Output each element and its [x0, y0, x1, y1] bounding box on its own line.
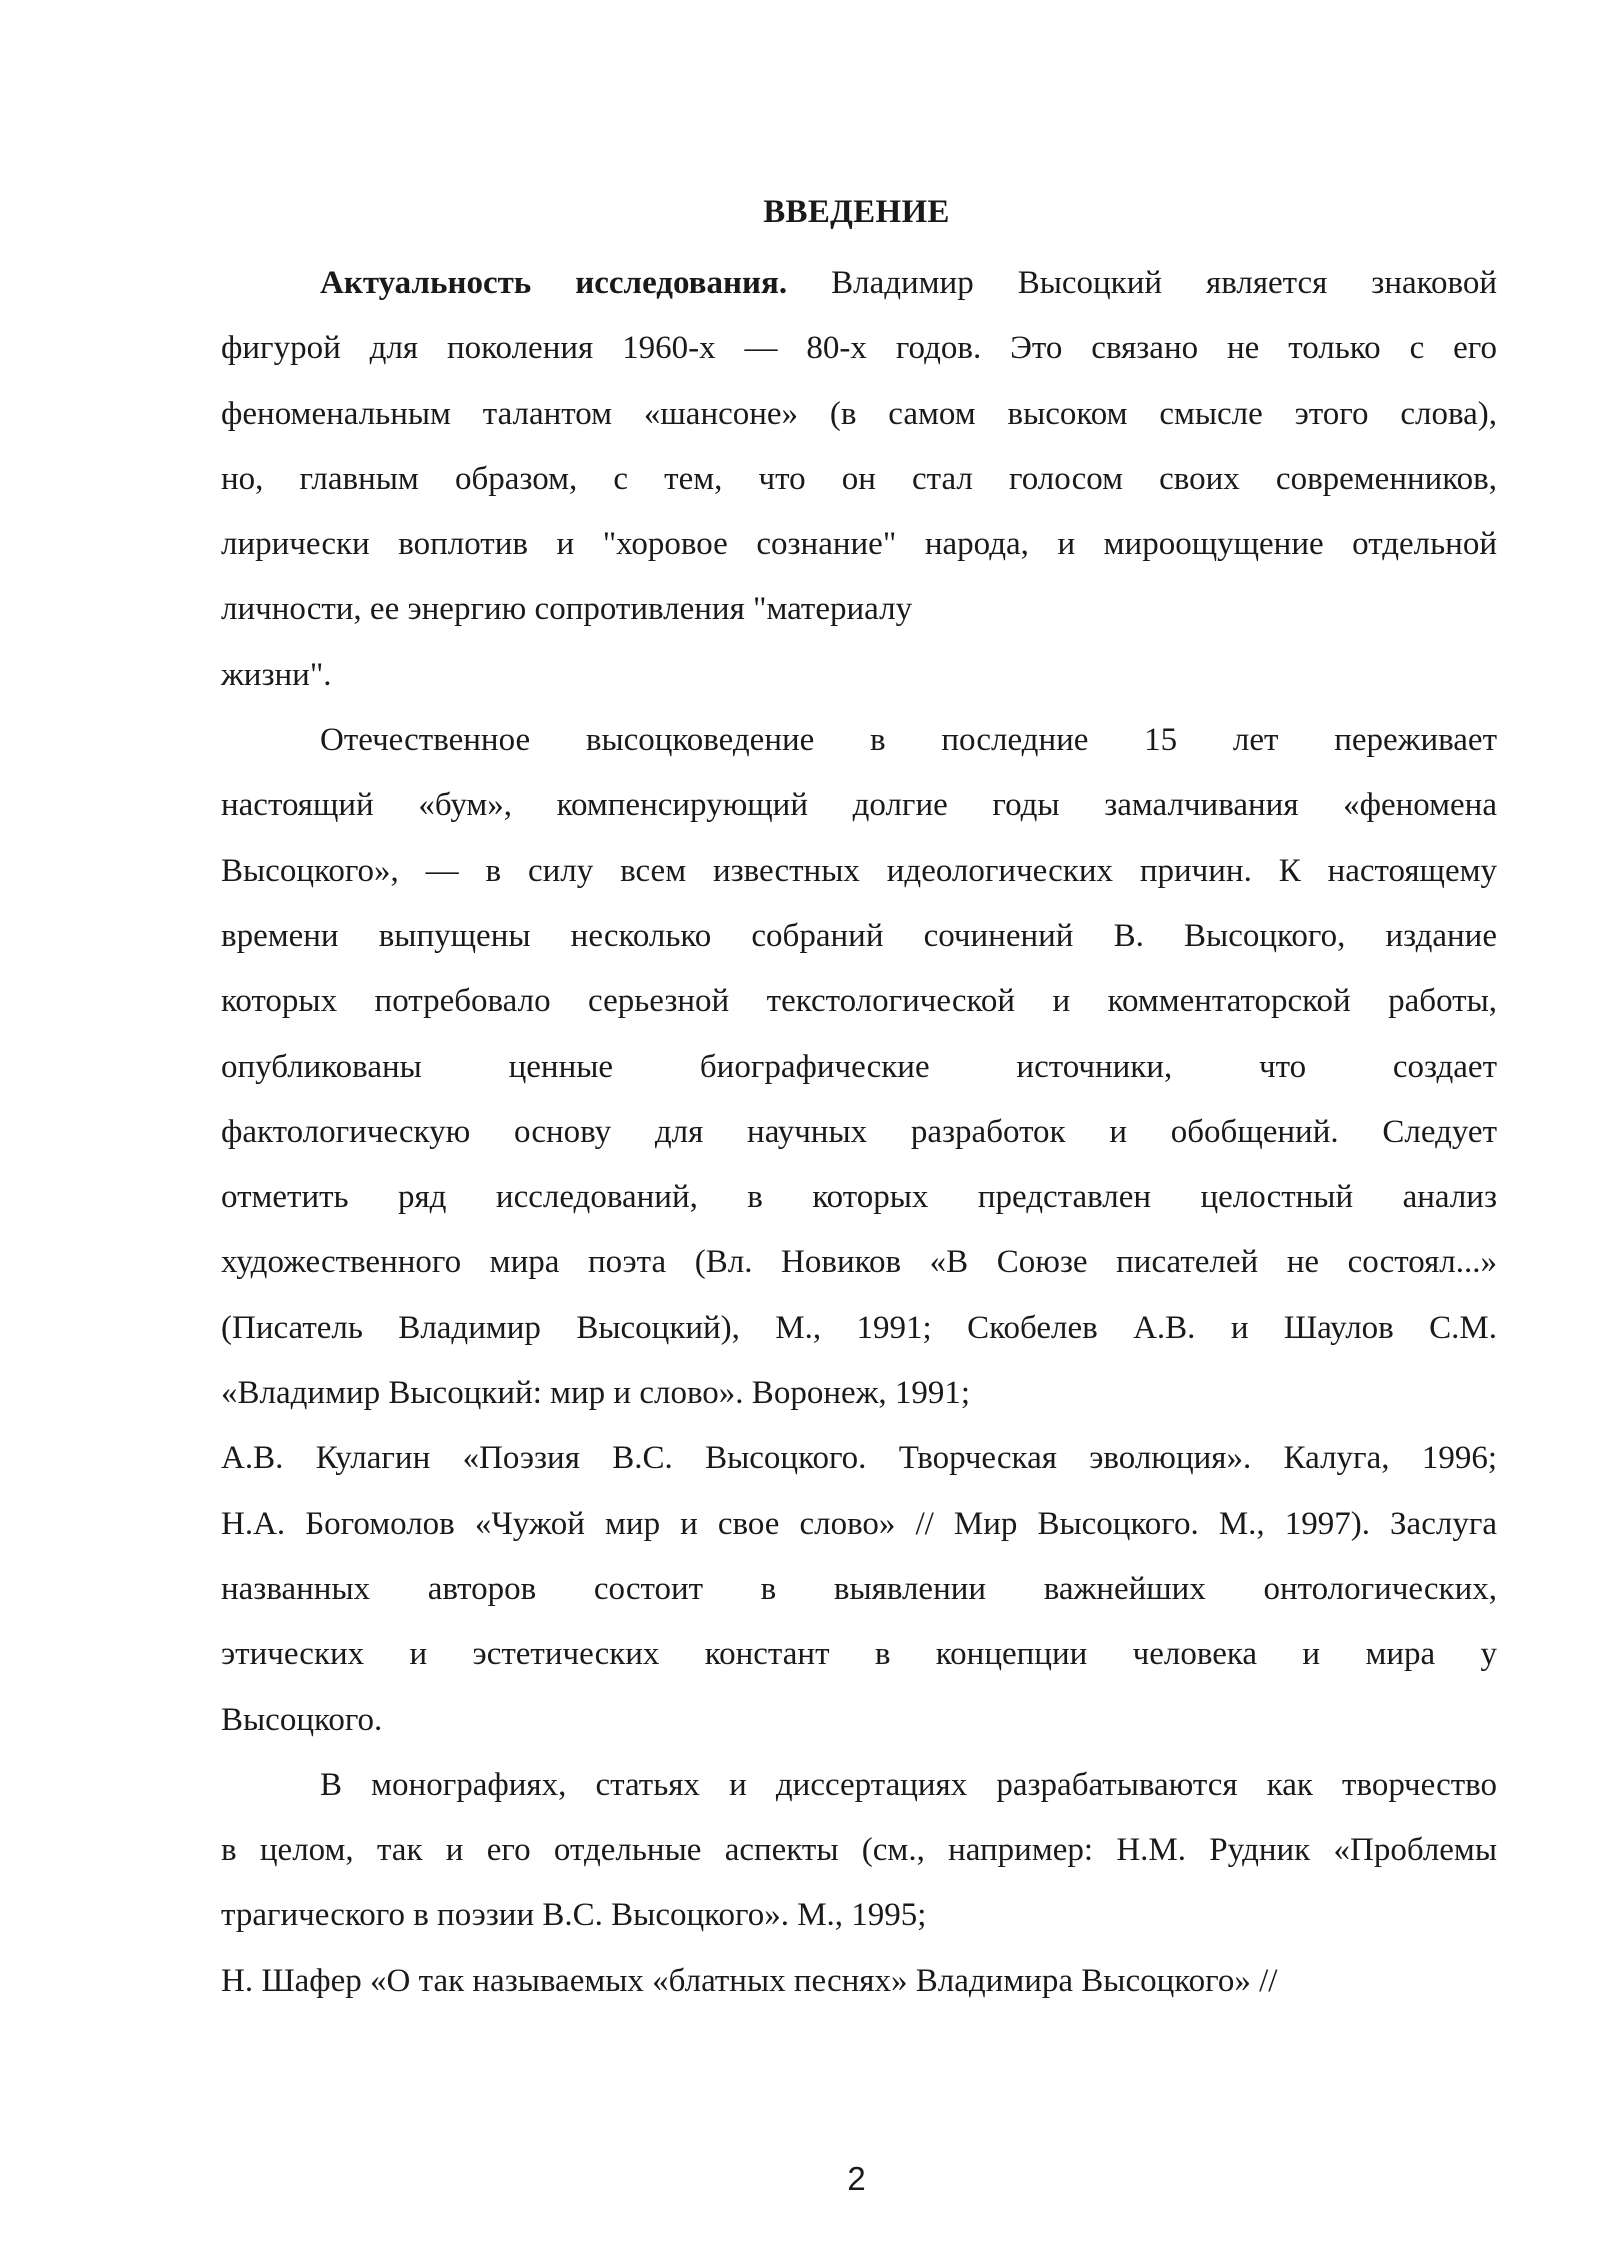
text-line: В монографиях, статьях и диссертациях разрабатываются как творчество: [320, 1766, 1497, 1803]
text-line: Отечественное высоцковедение в последние 15 лет переживает: [320, 722, 1497, 759]
text-line: жизни".: [221, 656, 332, 693]
text-line: личности, ее энергию сопротивления "материалу: [221, 591, 913, 628]
text-line: времени выпущены несколько собраний сочинений В. Высоцкого, издание: [221, 917, 1497, 954]
paragraph-monographs: [221, 1753, 1497, 2014]
text-line: опубликованы ценные биографические источники, что создает: [221, 1048, 1497, 1085]
page-number: 2: [847, 2160, 866, 2197]
text-line: (Писатель Владимир Высоцкий), М., 1991; Скобелев А.В. и Шаулов С.М.: [221, 1309, 1497, 1346]
document-body: [221, 251, 1497, 2014]
text-line: Высоцкого.: [221, 1701, 383, 1738]
text-line: названных авторов состоит в выявлении важнейших онтологических,: [221, 1570, 1497, 1607]
text-line: настоящий «бум», компенсирующий долгие годы замалчивания «феномена: [221, 787, 1497, 824]
text-line: Актуальность исследования. Владимир Высоцкий является знаковой: [320, 265, 1497, 301]
text-line: Н. Шафер «О так называемых «блатных песнях» Владимира Высоцкого» //: [221, 1962, 1278, 1999]
text-line: этических и эстетических констант в концепции человека и мира у: [221, 1636, 1497, 1673]
text-line: в целом, так и его отдельные аспекты (см., например: Н.М. Рудник «Проблемы: [221, 1832, 1497, 1869]
text-line: отметить ряд исследований, в которых представлен целостный анализ: [221, 1179, 1497, 1216]
text-line: лирически воплотив и "хоровое сознание" народа, и мироощущение отдельной: [221, 526, 1497, 563]
text-line: «Владимир Высоцкий: мир и слово». Воронеж, 1991;: [221, 1375, 971, 1412]
text-line: фактологическую основу для научных разработок и обобщений. Следует: [221, 1113, 1497, 1150]
page-title: ВВЕДЕНИЕ: [763, 194, 950, 230]
text-line: художественного мира поэта (Вл. Новиков «В Союзе писателей не состоял...»: [221, 1244, 1497, 1281]
text-line: А.В. Кулагин «Поэзия В.С. Высоцкого. Творческая эволюция». Калуга, 1996;: [221, 1440, 1497, 1477]
paragraph-research-overview: [221, 708, 1497, 1753]
text-line: Н.А. Богомолов «Чужой мир и свое слово» // Мир Высоцкого. М., 1997). Заслуга: [221, 1505, 1497, 1542]
text-line: феноменальным талантом «шансоне» (в самом высоком смысле этого слова),: [221, 395, 1497, 432]
text-line: но, главным образом, с тем, что он стал голосом своих современников,: [221, 460, 1497, 497]
paragraph-relevance: [221, 251, 1497, 708]
text-line: Высоцкого», — в силу всем известных идеологических причин. К настоящему: [221, 852, 1497, 889]
lead-bold-text: Актуальность исследования.: [320, 265, 788, 301]
text-line: фигурой для поколения 1960-х — 80-х годов. Это связано не только с его: [221, 330, 1497, 367]
text-line: трагического в поэзии В.С. Высоцкого». М., 1995;: [221, 1897, 927, 1934]
text-line: которых потребовало серьезной текстологической и комментаторской работы,: [221, 983, 1497, 1020]
